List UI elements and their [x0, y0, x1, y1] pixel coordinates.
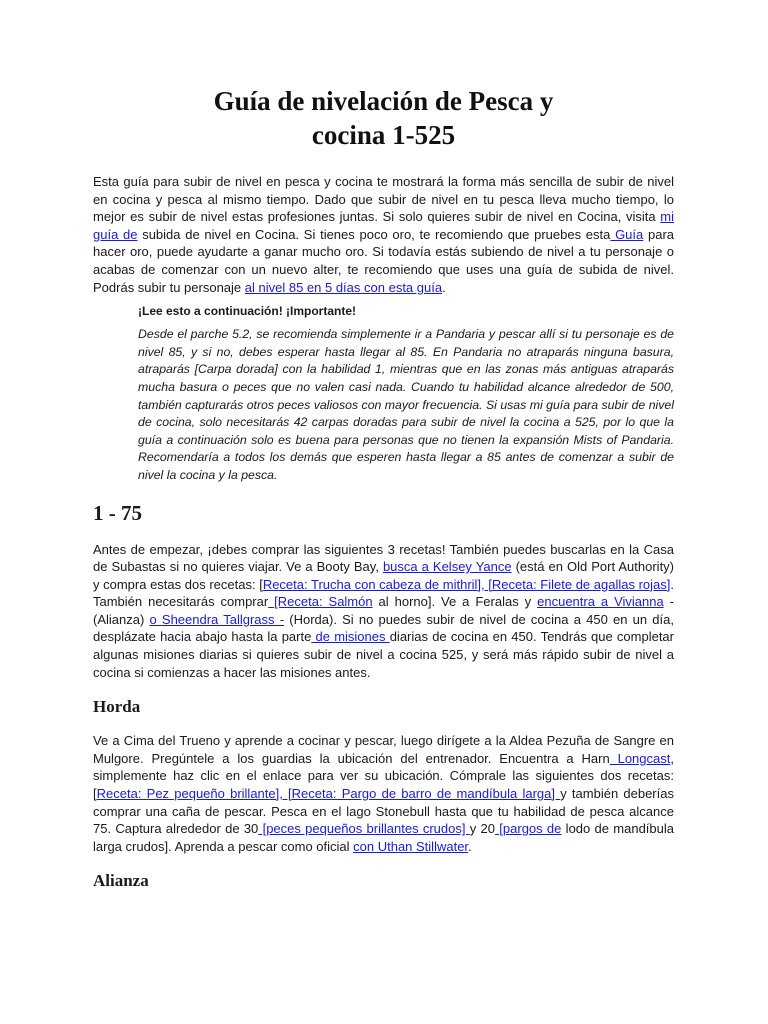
horda-paragraph — [93, 732, 674, 855]
horda-text-6: . — [468, 838, 472, 854]
section-heading-alianza: Alianza — [93, 871, 149, 891]
s1-text-1: Antes de empezar, ¡debes comprar las siguientes 3 recetas! También puedes buscarlas en la Casa de Subastas si no quieres viajar. Ve a Booty Bay, — [93, 541, 674, 575]
kelsey-yance-link[interactable]: busca a Kelsey Yance — [382, 559, 512, 575]
recipes-link[interactable]: Receta: Trucha con cabeza de mithril], [Receta: Filete de agallas rojas] — [262, 576, 671, 592]
s1-text-2: (está en Old Port Authority) y compra estas dos recetas: [ — [93, 559, 675, 592]
document-page — [93, 84, 674, 906]
important-note-heading: ¡Lee esto a continuación! ¡Importante! — [138, 304, 357, 319]
vivianna-link[interactable]: encuentra a Vivianna — [537, 594, 664, 610]
horda-text-3: y también deberías comprar una caña de pescar. Pesca en el lago Stonebull hasta que tu habilidad de pesca alcance 75. Captura alrededor de 30 — [93, 786, 674, 837]
important-note-text: Desde el parche 5.2, se recomienda simplemente ir a Pandaria y pescar allí si tu personaje es de nivel 85, y si no, debes esperar hasta llegar al 85. En Pandaria no atraparás ninguna basura, atraparás [Carpa dorada] con la habilidad 1, mientras que en las zonas más antiguas atraparás mucha basura o peces que no valen casi nada. Cuando tu habilidad alcance alrededor de 500, también capturarás otros peces valiosos con mayor frecuencia. Si usas mi guía para subir de nivel de cocina, solo necesitarás 42 carpas doradas para subir de nivel la cocina a 525, por lo que la guía a continuación solo es buena para personas que no tienen la expansión Mists of Pandaria. Recomendaría a todos los demás que esperen hasta llegar a 85 antes de comenzar a subir de nivel la cocina y la pesca. — [138, 327, 674, 482]
horda-text-4: y 20 — [469, 821, 496, 837]
title-line-1: Guía de nivelación de Pesca y — [213, 86, 554, 116]
s1-text-5: - (Alianza) — [93, 594, 674, 627]
intro-text-2: subida de nivel en Cocina. Si tienes poco oro, te recomiendo que pruebes esta — [137, 226, 611, 242]
intro-paragraph — [93, 173, 674, 296]
section-heading-1-75: 1 - 75 — [93, 500, 142, 525]
glossy-fish-link[interactable]: [peces pequeños brillantes crudos] — [258, 821, 470, 837]
horda-recipes-link[interactable]: Receta: Pez pequeño brillante], [Receta: Pargo de barro de mandíbula larga] — [96, 786, 561, 802]
mudsnapper-link[interactable]: [pargos de — [495, 821, 562, 837]
horda-text-2: , simplemente haz clic en el enlace para ver su ubicación. Cómprale las siguientes dos recetas: [ — [93, 750, 674, 802]
gold-guide-link[interactable]: Guía — [610, 226, 644, 242]
title-line-2: cocina 1-525 — [311, 120, 456, 150]
uthan-stillwater-link[interactable]: con Uthan Stillwater — [353, 838, 469, 854]
s1-text-6: (Horda). Si no puedes subir de nivel de cocina a 450 en un día, desplázate hacia abajo hasta la parte — [93, 611, 674, 645]
sheendra-tallgrass-link[interactable]: o Sheendra Tallgrass - — [149, 611, 285, 627]
page-title — [93, 84, 674, 152]
intro-text-4: . — [442, 279, 446, 295]
longcast-link[interactable]: Longcast — [609, 750, 671, 766]
horda-text-1: Ve a Cima del Trueno y aprende a cocinar y pescar, luego dirígete a la Aldea Pezuña de Sangre en Mulgore. Pregúntele a los guardias la ubicación del entrenador. Encuentra a Harn — [93, 733, 674, 766]
horda-text-5: lodo de mandíbula larga crudos]. Aprenda a pescar como oficial — [93, 821, 674, 854]
salmon-recipe-link[interactable]: [Receta: Salmón — [268, 594, 373, 610]
section-heading-horda: Horda — [93, 697, 141, 717]
intro-text-3: para hacer oro, puede ayudarte a ganar mucho oro. Si todavía estás subiendo de nivel a tu personaje o acabas de comenzar con un nuevo alter, te recomiendo que uses una guía de subida de nivel. Podrás subir tu personaje — [93, 226, 674, 295]
section-1-75-paragraph — [93, 541, 674, 682]
dailies-link[interactable]: de misiones — [311, 629, 390, 645]
s1-text-4: al horno]. Ve a Feralas y — [372, 594, 538, 610]
s1-text-7: diarias de cocina en 450. Tendrás que completar algunas misiones diarias si quieres subir de nivel a cocina 525, y será más rápido subir de nivel a cocina si comienzas a hacer las misiones antes. — [93, 629, 674, 680]
intro-text-1: Esta guía para subir de nivel en pesca y cocina te mostrará la forma más sencilla de subir de nivel en cocina y pesca al mismo tiempo. Dado que subir de nivel en tu pesca lleva mucho tiempo, lo mejor es subir de nivel estas profesiones juntas. Si solo quieres subir de nivel en Cocina, visita — [93, 174, 674, 225]
cooking-guide-link[interactable]: mi guía de — [93, 209, 674, 242]
s1-text-3: . También necesitarás comprar — [93, 576, 674, 610]
leveling-guide-link[interactable]: al nivel 85 en 5 días con esta guía — [244, 279, 443, 295]
